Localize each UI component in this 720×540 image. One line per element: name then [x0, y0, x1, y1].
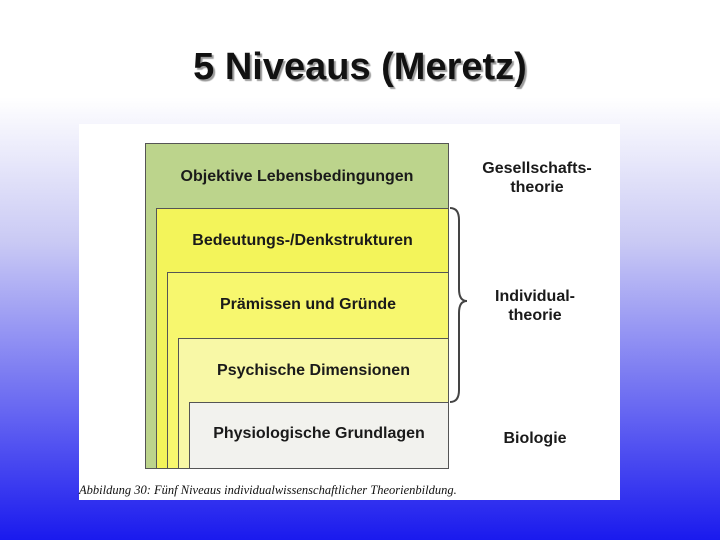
individual-theory-label: Individual- theorie	[495, 288, 575, 324]
figure-caption: Abbildung 30: Fünf Niveaus individualwissenschaftlicher Theorienbildung.	[79, 483, 457, 497]
society-theory-label: Gesellschafts- theorie	[482, 160, 592, 196]
level-objective-conditions-label: Objektive Lebensbedingungen	[180, 168, 414, 185]
level-physiological-basis-label: Physiologische Grundlagen	[213, 425, 425, 442]
level-meaning-structures-label: Bedeutungs-/Denkstrukturen	[192, 232, 413, 249]
slide-title: 5 Niveaus (Meretz)	[193, 46, 527, 88]
levels-diagram	[79, 124, 620, 500]
level-psychic-dimensions-label: Psychische Dimensionen	[217, 362, 410, 379]
level-premises-reasons-label: Prämissen und Gründe	[219, 296, 397, 313]
biology-label: Biologie	[503, 430, 567, 447]
